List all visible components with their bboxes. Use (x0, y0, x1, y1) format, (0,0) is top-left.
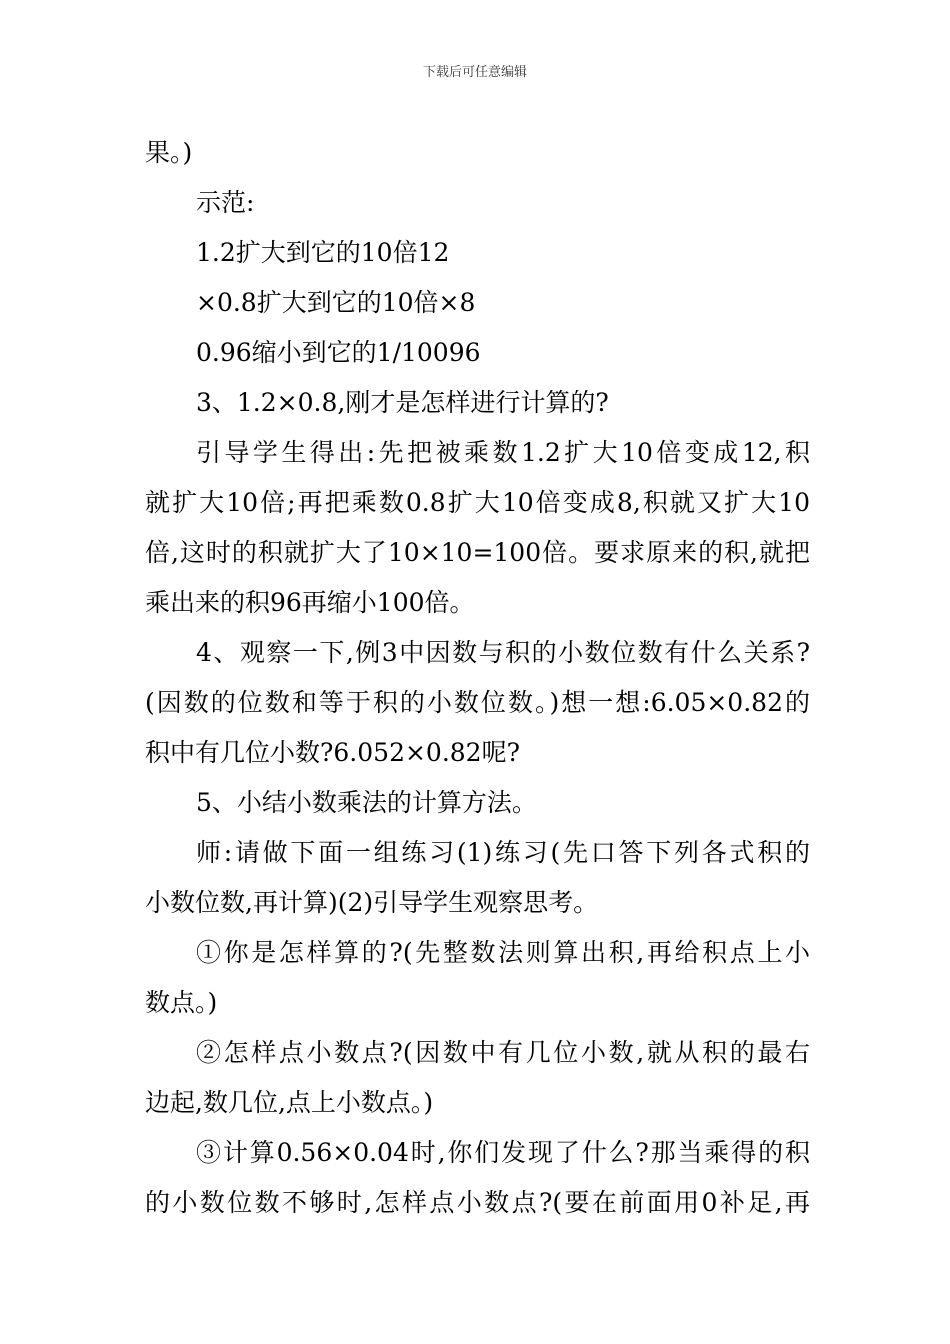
text-line: 果。) (145, 138, 193, 167)
document-body (145, 128, 810, 1228)
text-line: ②怎样点小数点?(因数中有几位小数,就从积的最右 (196, 1038, 810, 1067)
text-line: 小数位数,再计算)(2)引导学生观察思考。 (145, 888, 599, 917)
text-line: (因数的位数和等于积的小数位数。)想一想:6.05×0.82的 (145, 688, 810, 717)
text-line: 4、观察一下,例3中因数与积的小数位数有什么关系? (196, 638, 810, 667)
text-line: 示范: (196, 188, 255, 217)
text-line: ①你是怎样算的?(先整数法则算出积,再给积点上小 (196, 938, 810, 967)
text-line: 就扩大10倍;再把乘数0.8扩大10倍变成8,积就又扩大10 (145, 488, 810, 517)
text-line: 0.96缩小到它的1/10096 (196, 338, 481, 367)
text-line: 5、小结小数乘法的计算方法。 (196, 788, 537, 817)
text-line: 边起,数几位,点上小数点。) (145, 1088, 434, 1117)
text-line: 师:请做下面一组练习(1)练习(先口答下列各式积的 (196, 838, 810, 867)
text-line: 倍,这时的积就扩大了10×10=100倍。要求原来的积,就把 (145, 538, 810, 567)
text-line: 的小数位数不够时,怎样点小数点?(要在前面用0补足,再 (145, 1188, 810, 1217)
text-line: 3、1.2×0.8,刚才是怎样进行计算的? (196, 388, 609, 417)
text-line: ×0.8扩大到它的10倍×8 (196, 288, 476, 317)
text-line: ③计算0.56×0.04时,你们发现了什么?那当乘得的积 (196, 1138, 810, 1167)
text-line: 引导学生得出:先把被乘数1.2扩大10倍变成12,积 (196, 438, 810, 467)
text-line: 数点。) (145, 988, 218, 1017)
text-line: 1.2扩大到它的10倍12 (196, 238, 450, 267)
text-line: 积中有几位小数?6.052×0.82呢? (145, 738, 520, 767)
text-line: 乘出来的积96再缩小100倍。 (145, 588, 475, 617)
page-header: 下载后可任意编辑 (422, 65, 527, 80)
